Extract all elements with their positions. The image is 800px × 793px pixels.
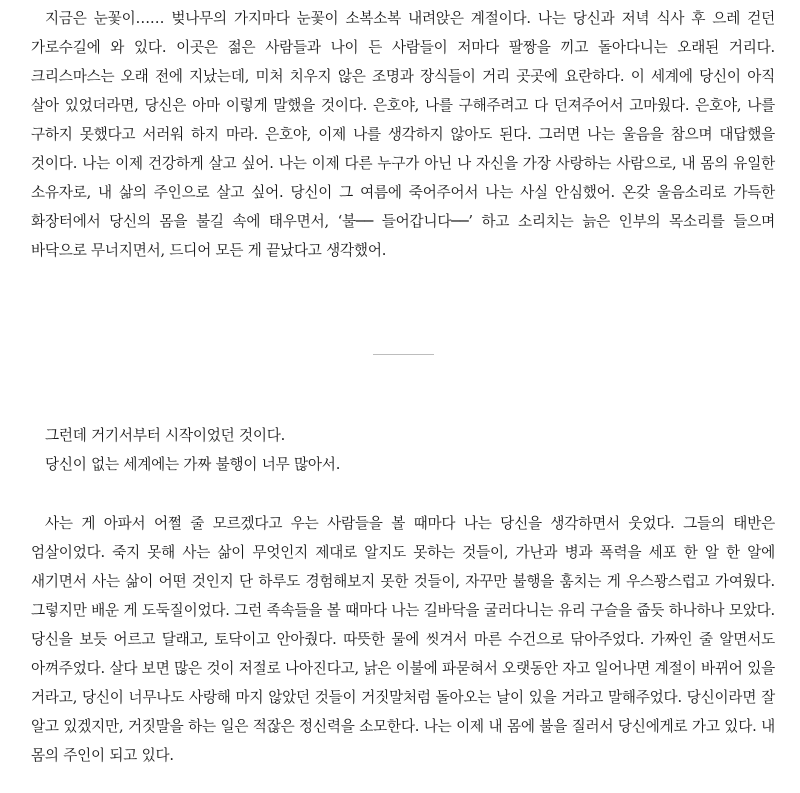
section-divider — [373, 354, 434, 355]
paragraph-closing: 사는 게 아파서 어쩔 줄 모르겠다고 우는 사람들을 볼 때마다 나는 당신을 생각하면서 웃었다. 그들의 태반은 엄살이었다. 죽지 못해 사는 삶이 무엇인지 제대로 알지도 못하는 것들이, 가난과 병과 폭력을 세포 한 알 한 알에 새기면서 사는 삶이 어떤 것인지 단 하루도 경험해보지 못한 것들이, 자꾸만 불행을 훔치는 게 우스꽝스럽고 가여웠다. 그렇지만 배운 게 도둑질이었다. 그런 족속들을 볼 때마다 나는 길바닥을 굴러다니는 유리 구슬을 줍듯 하나하나 모았다. 당신을 보듯 어르고 달래고, 토닥이고 안아줬다. 따뜻한 물에 씻겨서 마른 수건으로 닦아주었다. 가짜인 줄 알면서도 아껴주었다. 살다 보면 많은 것이 저절로 나아진다고, 낡은 이불에 파묻혀서 오랫동안 자고 일어나면 계절이 바뀌어 있을 거라고, 당신이 너무나도 사랑해 마지 않았던 것들이 거짓말처럼 돌아오는 날이 있을 거라고 말해주었다. 당신이라면 잘 알고 있겠지만, 거짓말을 하는 일은 적잖은 정신력을 소모한다. 나는 이제 내 몸에 불을 질러서 당신에게로 가고 있다. 내 몸의 주인이 되고 있다. — [31, 515, 775, 764]
paragraph-line: 그런데 거기서부터 시작이었던 것이다. — [45, 427, 286, 444]
paragraph-opening: 지금은 눈꽃이…… 벚나무의 가지마다 눈꽃이 소복소복 내려앉은 계절이다. 나는 당신과 저녁 식사 후 으레 걷던 가로수길에 와 있다. 이곳은 젊은 사람들과 나이 든 사람들이 저마다 팔짱을 끼고 돌아다니는 오래된 거리다. 크리스마스는 오래 전에 지났는데, 미처 치우지 않은 조명과 장식들이 거리 곳곳에 요란하다. 이 세계에 당신이 아직 살아 있었더라면, 당신은 아마 이렇게 말했을 것이다. 은호야, 나를 구해주려고 다 던져주어서 고마웠다. 은호야, 나를 구하지 못했다고 서러워 하지 마라. 은호야, 이제 나를 생각하지 않아도 된다. 그러면 나는 울음을 참으며 대답했을 것이다. 나는 이제 건강하게 살고 싶어. 나는 이제 다른 누구가 아닌 나 자신을 가장 사랑하는 사람으로, 내 몸의 유일한 소유자로, 내 삶의 주인으로 살고 싶어. 당신이 그 여름에 죽어주어서 나는 사실 안심했어. 온갖 울음소리로 가득한 화장터에서 당신의 몸을 불길 속에 태우면서, ‘불── 들어갑니다──’ 하고 소리치는 늙은 인부의 목소리를 들으며 바닥으로 무너지면서, 드디어 모든 게 끝났다고 생각했어. — [31, 10, 775, 259]
paragraph-transition — [31, 421, 775, 479]
paragraph-line: 당신이 없는 세계에는 가짜 불행이 너무 많아서. — [45, 456, 341, 473]
